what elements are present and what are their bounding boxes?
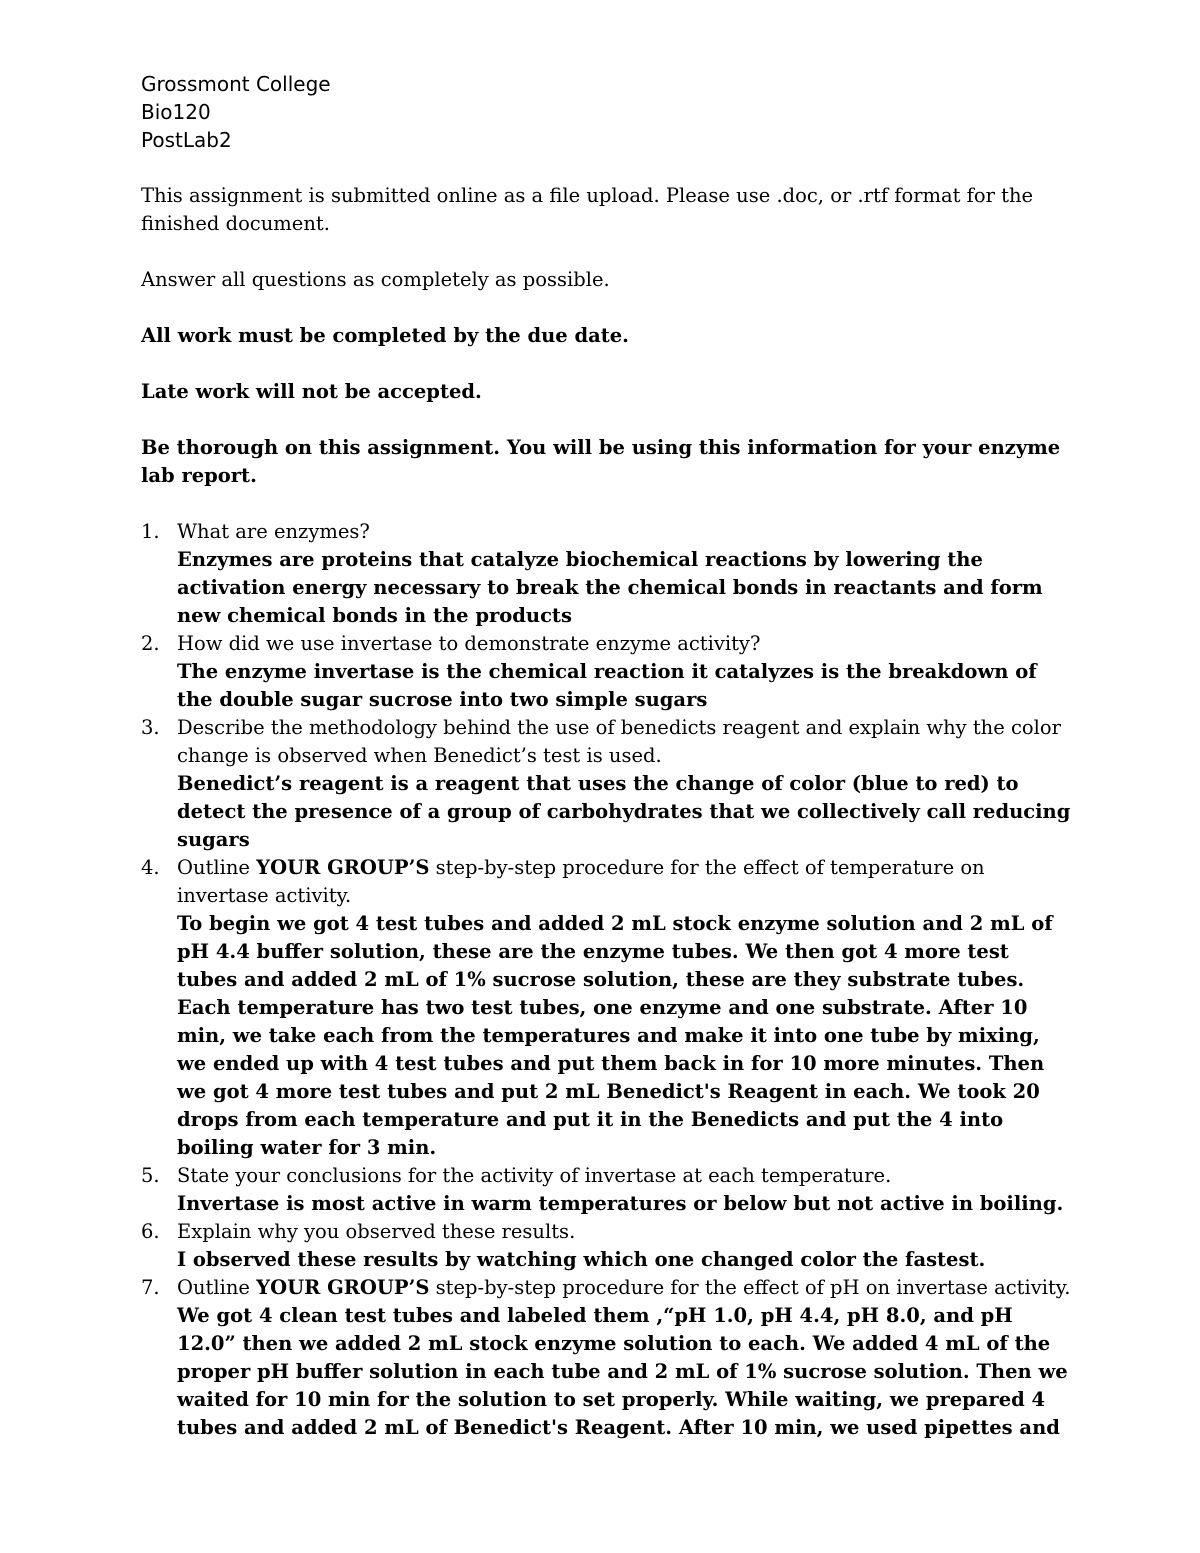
late-work-notice: Late work will not be accepted. bbox=[141, 380, 482, 403]
question-text bbox=[177, 1274, 1071, 1302]
submission-instructions: This assignment is submitted online as a file upload. Please use .doc, or .rtf format for the finished document. bbox=[141, 184, 1034, 235]
question-number: 3. bbox=[141, 716, 160, 739]
question-text: State your conclusions for the activity of invertase at each temperature. bbox=[177, 1164, 892, 1187]
question-number: 2. bbox=[141, 632, 160, 655]
question-text: What are enzymes? bbox=[177, 520, 370, 543]
question-list bbox=[141, 518, 1071, 1442]
question-item bbox=[141, 1162, 1071, 1218]
due-date-notice: All work must be completed by the due date. bbox=[141, 324, 629, 347]
document-header bbox=[141, 70, 331, 154]
question-text-start: Outline bbox=[177, 1276, 257, 1299]
question-text bbox=[177, 854, 1071, 910]
question-text: How did we use invertase to demonstrate enzyme activity? bbox=[177, 632, 761, 655]
document-body bbox=[141, 182, 1071, 1442]
question-emphasis: YOUR GROUP’S bbox=[256, 856, 430, 879]
course-code: Bio120 bbox=[141, 100, 211, 124]
answer-instructions: Answer all questions as completely as possible. bbox=[141, 268, 610, 291]
question-text-end: step-by-step procedure for the effect of pH on invertase activity. bbox=[429, 1276, 1071, 1299]
question-number: 1. bbox=[141, 520, 160, 543]
college-name: Grossmont College bbox=[141, 72, 331, 96]
question-number: 5. bbox=[141, 1164, 160, 1187]
question-number: 4. bbox=[141, 856, 160, 879]
answer-text: The enzyme invertase is the chemical reaction it catalyzes is the breakdown of the double sugar sucrose into two simple sugars bbox=[177, 660, 1037, 711]
thoroughness-notice: Be thorough on this assignment. You will be using this information for your enzyme lab report. bbox=[141, 436, 1061, 487]
question-item bbox=[141, 630, 1071, 714]
assignment-name: PostLab2 bbox=[141, 128, 232, 152]
question-emphasis: YOUR GROUP’S bbox=[256, 1276, 430, 1299]
question-text: Describe the methodology behind the use of benedicts reagent and explain why the color change is observed when Benedict’s test is used. bbox=[177, 716, 1061, 767]
question-text-start: Outline bbox=[177, 856, 257, 879]
question-item bbox=[141, 854, 1071, 1162]
answer-text: Enzymes are proteins that catalyze biochemical reactions by lowering the activation energy necessary to break the chemical bonds in reactants and form new chemical bonds in the products bbox=[177, 548, 1043, 627]
answer-text: Invertase is most active in warm temperatures or below but not active in boiling. bbox=[177, 1192, 1064, 1215]
answer-text: To begin we got 4 test tubes and added 2 mL stock enzyme solution and 2 mL of pH 4.4 buffer solution, these are the enzyme tubes. We then got 4 more test tubes and added 2 mL of 1% sucrose solution, these are they substrate tubes. Each temperature has two test tubes, one enzyme and one substrate. After 10 min, we take each from the temperatures and make it into one tube by mixing, we ended up with 4 test tubes and put them back in for 10 more minutes. Then we got 4 more test tubes and put 2 mL Benedict's Reagent in each. We took 20 drops from each temperature and put it in the Benedicts and put the 4 into boiling water for 3 min. bbox=[177, 912, 1053, 1159]
question-item bbox=[141, 714, 1071, 854]
answer-text: We got 4 clean test tubes and labeled them ,“pH 1.0, pH 4.4, pH 8.0, and pH 12.0” then we added 2 mL stock enzyme solution to each. We added 4 mL of the proper pH buffer solution in each tube and 2 mL of 1% sucrose solution. Then we waited for 10 min for the solution to set properly. While waiting, we prepared 4 tubes and added 2 mL of Benedict's Reagent. After 10 min, we used pipettes and bbox=[177, 1304, 1068, 1439]
answer-text: I observed these results by watching which one changed color the fastest. bbox=[177, 1248, 986, 1271]
answer-text: Benedict’s reagent is a reagent that uses the change of color (blue to red) to detect the presence of a group of carbohydrates that we collectively call reducing sugars bbox=[177, 772, 1071, 851]
question-item bbox=[141, 518, 1071, 630]
question-item bbox=[141, 1274, 1071, 1442]
question-text-end: step-by-step procedure for the effect of temperature on invertase activity. bbox=[177, 856, 985, 907]
question-text: Explain why you observed these results. bbox=[177, 1220, 576, 1243]
question-item bbox=[141, 1218, 1071, 1274]
question-number: 7. bbox=[141, 1276, 160, 1299]
question-number: 6. bbox=[141, 1220, 160, 1243]
